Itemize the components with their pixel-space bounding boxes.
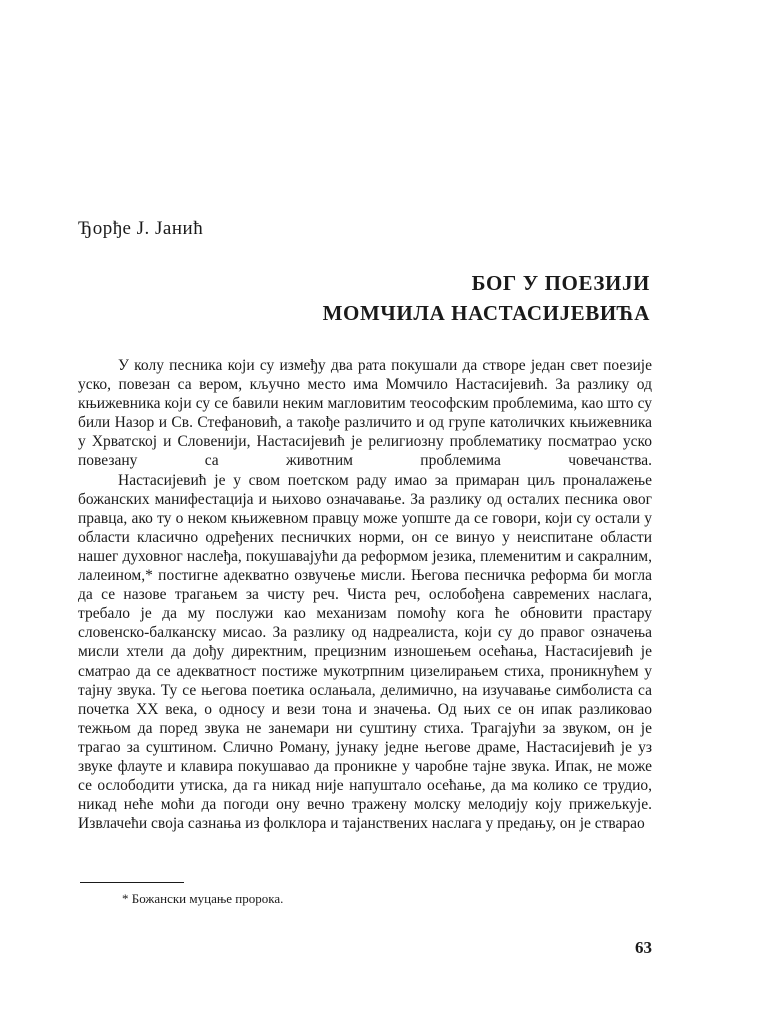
article-title: [323, 268, 650, 328]
title-line-1: БОГ У ПОЕЗИЈИ: [471, 271, 650, 295]
page-number: 63: [635, 938, 652, 957]
article-body: [78, 356, 652, 833]
paragraph-2: Настасијевић је у свом поетском раду имао за примаран циљ проналажење божанских манифестација и њихово означавање. За разлику од осталих песника овог правца, ако ту о неком књижевном правцу може уопште да се говори, који су остали у области класично одређених песничких норми, он се винуо у неиспитане области нашег духовног наслеђа, покушавајући да реформом језика, племенитим и сакралним, лалеином,* постигне адекватно озвучење мисли. Његова песничка реформа би могла да се назове трагањем за чисту реч. Чиста реч, ослобођена савремених наслага, требало је да му послужи као механизам помоћу кога ће обновити прастару словенско-балканску мисао. За разлику од надреалиста, који су до правог означења мисли хтели да дођу директним, прецизним изношењем осећања, Настасијевић је сматрао да се адекватност постиже мукотрпним цизелирањем стиха, проникнућем у тајну звука. Ту се његова поетика ослањала, делимично, на изучавање симболиста са почетка XX века, о односу и вези тона и значења. Од њих се он ипак разликовао тежњом да поред звука не занемари ни суштину стиха. Трагајући за звуком, он је трагао за суштином. Слично Роману, јунаку једне његове драме, Настасијевић је уз звуке флауте и клавира покушавао да проникне у чаробне тајне звука. Ипак, не може се ослободити утиска, да га никад није напуштало осећање, да ма колико се трудио, никад неће моћи да погоди ону вечно тражену молску мелодију коју прижељкује. Извлачећи своја сазнања из фолклора и тајанствених наслага у предању, он је стварао: [78, 471, 652, 833]
author-name: Ђорђе Ј. Јанић: [78, 218, 204, 239]
footnote: * Божански муцање пророка.: [122, 891, 284, 906]
paragraph-1: У колу песника који су између два рата покушали да створе један свет поезије уско, повезан са вером, кључно место има Момчило Настасијевић. За разлику од књижевника који су се бавили неким магловитим теософским проблемима, као што су били Назор и Св. Стефановић, а такође различито и од групе католичких књижевника у Хрватској и Словенији, Настасијевић је религиозну проблематику посматрао уско повезану са животним проблемима човечанства.: [78, 357, 652, 470]
footnote-divider: [80, 882, 184, 883]
title-line-2: МОМЧИЛА НАСТАСИЈЕВИЋА: [322, 301, 650, 325]
